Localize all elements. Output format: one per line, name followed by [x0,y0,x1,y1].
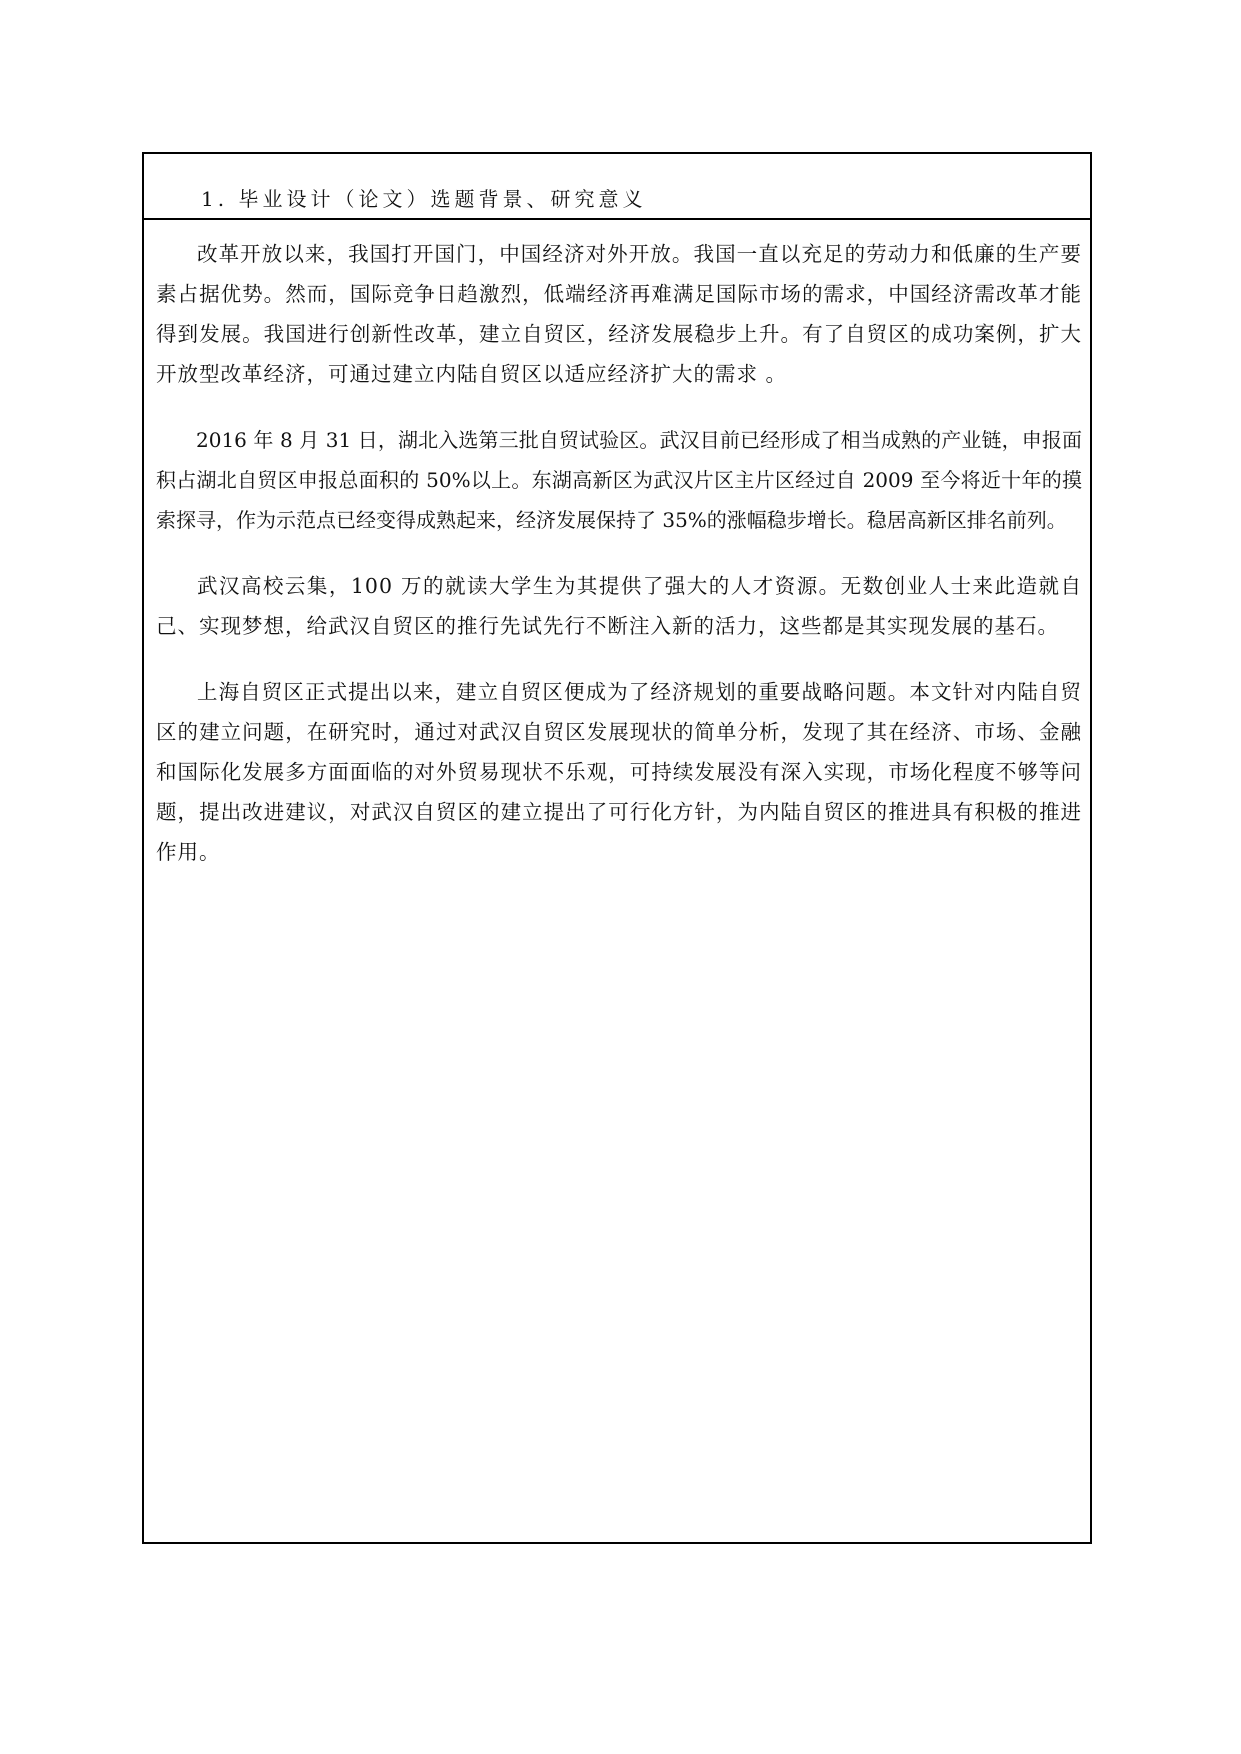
paragraph-talent: 武汉高校云集，100 万的就读大学生为其提供了强大的人才资源。无数创业人士来此造就自己、实现梦想，给武汉自贸区的推行先试先行不断注入新的活力，这些都是其实现发展的基石。 [156,574,1082,638]
section-body [156,234,1082,898]
paragraph-hubei-ftz: 2016 年 8 月 31 日，湖北入选第三批自贸试验区。武汉目前已经形成了相当成熟的产业链，申报面积占湖北自贸区申报总面积的 50%以上。东湖高新区为武汉片区主片区经过自 2009 至今将近十年的摸索探寻，作为示范点已经变得成熟起来，经济发展保持了 35%的涨幅稳步增长。稳居高新区排名前列。 [156,428,1082,532]
section-title: 1. 毕业设计（论文）选题背景、研究意义 [201,187,647,211]
form-table [142,152,1092,1544]
paragraph-significance: 上海自贸区正式提出以来，建立自贸区便成为了经济规划的重要战略问题。本文针对内陆自贸区的建立问题，在研究时，通过对武汉自贸区发展现状的简单分析，发现了其在经济、市场、金融和国际化发展多方面面临的对外贸易现状不乐观，可持续发展没有深入实现，市场化程度不够等问题，提出改进建议，对武汉自贸区的建立提出了可行化方针，为内陆自贸区的推进具有积极的推进作用。 [156,680,1082,864]
paragraph-background: 改革开放以来，我国打开国门，中国经济对外开放。我国一直以充足的劳动力和低廉的生产要素占据优势。然而，国际竞争日趋激烈，低端经济再难满足国际市场的需求，中国经济需改革才能得到发展。我国进行创新性改革，建立自贸区，经济发展稳步上升。有了自贸区的成功案例，扩大开放型改革经济，可通过建立内陆自贸区以适应经济扩大的需求 。 [156,242,1082,386]
section-header-row [144,154,1090,220]
